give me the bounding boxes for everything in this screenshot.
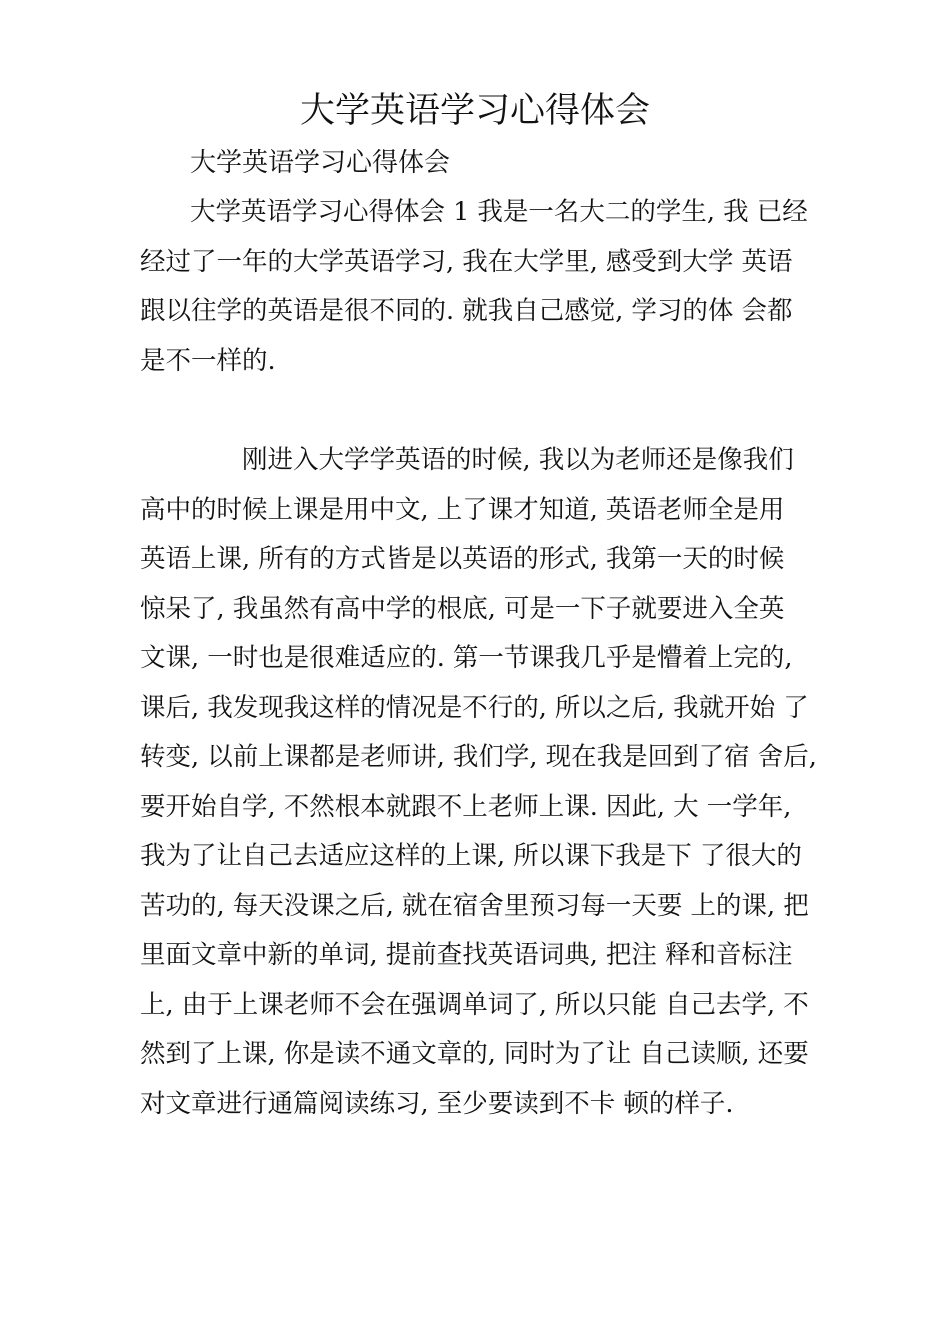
paragraph-line: 英语上课, 所有的方式皆是以英语的形式, 我第一天的时候 — [140, 544, 785, 574]
paragraph-line: 我为了让自己去适应这样的上课, 所以课下我是下 了很大的 — [140, 841, 802, 871]
paragraph-line: 高中的时候上课是用中文, 上了课才知道, 英语老师全是用 — [140, 494, 785, 525]
paragraph-line: 刚进入大学学英语的时候, 我以为老师还是像我们 — [242, 445, 794, 475]
paragraph-line: 然到了上课, 你是读不通文章的, 同时为了让 自己读顺, 还要 — [140, 1039, 809, 1069]
paragraph-2 — [140, 436, 820, 1129]
paragraph-1 — [140, 188, 820, 386]
paragraph-line: 课后, 我发现我这样的情况是不行的, 所以之后, 我就开始 了 — [140, 692, 809, 723]
paragraph-line: 苦功的, 每天没课之后, 就在宿舍里预习每一天要 上的课, 把 — [140, 890, 809, 921]
paragraph-line: 上, 由于上课老师不会在强调单词了, 所以只能 自己去学, 不 — [140, 989, 809, 1020]
paragraph-line: 惊呆了, 我虽然有高中学的根底, 可是一下子就要进入全英 — [140, 593, 785, 624]
paragraph-line: 转变, 以前上课都是老师讲, 我们学, 现在我是回到了宿 舍后, — [140, 742, 817, 772]
document-subtitle: 大学英语学习心得体会 — [190, 148, 451, 178]
paragraph-line: 是不一样的. — [140, 345, 276, 376]
paragraph-line: 文课, 一时也是很难适应的. 第一节课我几乎是懵着上完的, — [140, 643, 793, 673]
paragraph-line: 大学英语学习心得体会 1 我是一名大二的学生, 我 已经 — [190, 197, 808, 227]
paragraph-line: 经过了一年的大学英语学习, 我在大学里, 感受到大学 英语 — [140, 246, 793, 277]
document-title: 大学英语学习心得体会 — [299, 91, 650, 131]
paragraph-line: 跟以往学的英语是很不同的. 就我自己感觉, 学习的体 会都 — [140, 296, 793, 326]
paragraph-line: 对文章进行通篇阅读练习, 至少要读到不卡 顿的样子. — [140, 1088, 734, 1119]
paragraph-line: 里面文章中新的单词, 提前查找英语词典, 把注 释和音标注 — [140, 940, 793, 970]
paragraph-line: 要开始自学, 不然根本就跟不上老师上课. 因此, 大 一学年, — [140, 791, 792, 822]
